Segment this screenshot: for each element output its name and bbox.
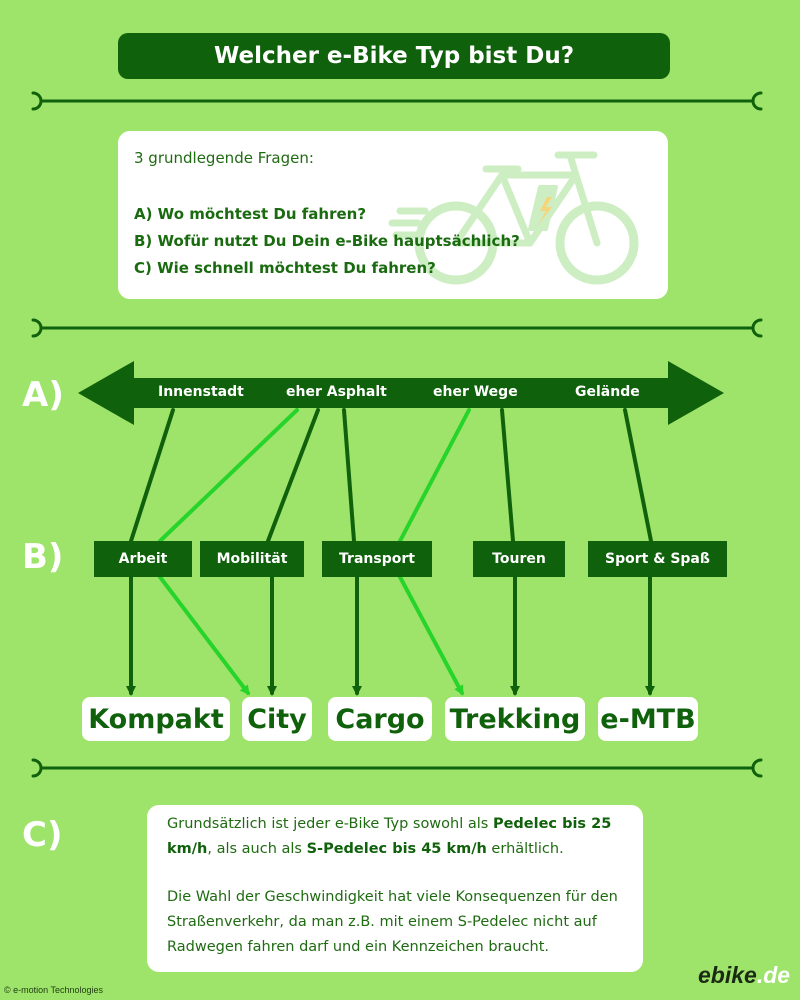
link-gelaende-sport	[625, 410, 651, 541]
terrain-eher-wege: eher Wege	[433, 384, 518, 400]
use-mobilitaet: Mobilität	[200, 541, 304, 577]
type-emtb: e-MTB	[598, 697, 698, 741]
terrain-innenstadt: Innenstadt	[158, 384, 244, 400]
question-a: A) Wo möchtest Du fahren?	[134, 205, 367, 223]
speed-info-box	[147, 805, 643, 972]
link-wege-touren	[502, 410, 513, 541]
row-label-c: C)	[22, 815, 63, 855]
ebike-logo: ebike.de	[698, 962, 791, 988]
use-arbeit: Arbeit	[94, 541, 192, 577]
link-innenstadt-arbeit	[131, 410, 173, 541]
row-label-a: A)	[22, 375, 64, 415]
type-trekking: Trekking	[445, 697, 585, 741]
terrain-gelaende: Gelände	[575, 384, 640, 400]
type-kompakt: Kompakt	[82, 697, 230, 741]
terrain-eher-asphalt: eher Asphalt	[286, 384, 387, 400]
speed-paragraph-1: Grundsätzlich ist jeder e-Bike Typ sowohl als Pedelec bis 25 km/h, als auch als S-Pedelec bis 45 km/h erhältlich.	[167, 816, 612, 857]
use-touren: Touren	[473, 541, 565, 577]
question-b: B) Wofür nutzt Du Dein e-Bike hauptsächlich?	[134, 232, 520, 250]
intro-heading: 3 grundlegende Fragen:	[134, 149, 314, 167]
link-wege-transport	[400, 410, 469, 541]
row-label-b: B)	[22, 537, 64, 577]
link-asphalt-transport	[344, 410, 354, 541]
speed-paragraph-2: Die Wahl der Geschwindigkeit hat viele Konsequenzen für den Straßenverkehr, da man z.B. mit einem S-Pedelec nicht auf Radwegen fahren darf und ein Kennzeichen braucht.	[167, 889, 618, 955]
question-c: C) Wie schnell möchtest Du fahren?	[134, 259, 436, 277]
use-transport: Transport	[322, 541, 432, 577]
link-arbeit-city	[160, 577, 248, 693]
link-transport-trekking	[400, 577, 462, 693]
type-city: City	[242, 697, 312, 741]
use-sport-spass: Sport & Spaß	[588, 541, 727, 577]
type-cargo: Cargo	[328, 697, 432, 741]
copyright-text: © e-motion Technologies	[4, 985, 104, 995]
page-title: Welcher e-Bike Typ bist Du?	[118, 33, 670, 79]
